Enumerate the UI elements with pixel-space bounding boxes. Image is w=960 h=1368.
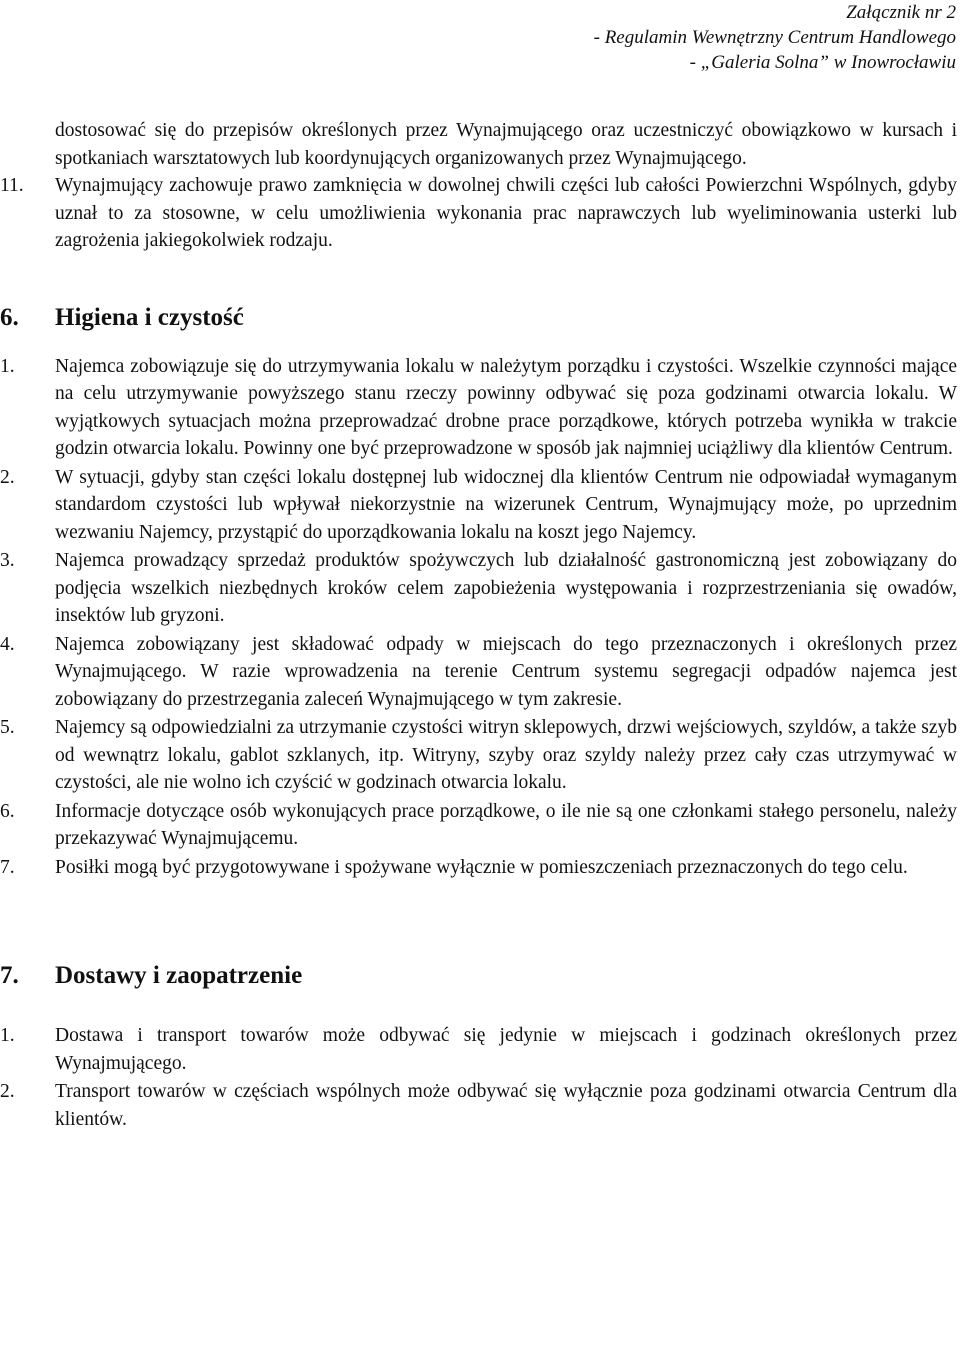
list-number: 2. <box>0 466 15 488</box>
section7-item-1 <box>0 1022 960 1077</box>
paragraph-text: W sytuacji, gdyby stan części lokalu dostępnej lub widocznej dla klientów Centrum nie odpowiadał wymaganym standardom czystości lub wpływał niekorzystnie na wizerunek Centrum, Wynajmujący może, po uprzednim wezwaniu Najemcy, przystąpić do uporządkowania lokalu na koszt jego Najemcy. <box>55 466 957 543</box>
paragraph-text: Dostawa i transport towarów może odbywać się jedynie w miejscach i godzinach określonych przez Wynajmującego. <box>55 1025 957 1074</box>
list-number: 7. <box>0 856 15 878</box>
paragraph-text: dostosować się do przepisów określonych przez Wynajmującego oraz uczestniczyć obowiązkowo w kursach i spotkaniach warsztatowych lub koordynujących organizowanych przez Wynajmującego. <box>55 120 957 169</box>
section6-item-3 <box>0 547 960 630</box>
paragraph-text: Najemca prowadzący sprzedaż produktów spożywczych lub działalność gastronomiczną jest zobowiązany do podjęcia wszelkich niezbędnych kroków celem zapobieżenia występowania i rozprzestrzeniania się owadów, insektów lub gryzoni. <box>55 550 957 626</box>
list-number: 1. <box>0 1025 15 1046</box>
paragraph-text: Najemca zobowiązuje się do utrzymywania lokalu w należytym porządku i czystości. Wszelkie czynności mające na celu utrzymywanie powyższego stanu rzeczy powinny odbywać się poza godzinami otwarcia lokalu. W wyjątkowych sytuacjach można przeprowadzać drobne prace porządkowe, których potrzeba wynikła w trakcie godzin otwarcia lokalu. Powinny one być przeprowadzone w sposób jak najmniej uciążliwy dla klientów Centrum. <box>55 355 957 459</box>
mall-name: - „Galeria Solna” w Inowrocławiu <box>689 52 956 73</box>
list-number: 6. <box>0 800 15 822</box>
paragraph-text: Najemca zobowiązany jest składować odpady w miejscach do tego przeznaczonych i określonych przez Wynajmującego. W razie wprowadzenia na terenie Centrum systemu segregacji odpadów najemca jest zobowiązany do przestrzegania zaleceń Wynajmującego w tym zakresie. <box>55 633 957 710</box>
paragraph-text: Transport towarów w częściach wspólnych może odbywać się wyłącznie poza godzinami otwarcia Centrum dla klientów. <box>55 1081 957 1130</box>
list-number: 1. <box>0 355 15 377</box>
list-item-11 <box>0 172 960 255</box>
section7-item-2 <box>0 1078 960 1133</box>
section-number: 6. <box>0 303 19 331</box>
section6-item-6 <box>0 798 960 853</box>
regulation-title: - Regulamin Wewnętrzny Centrum Handlowego <box>593 27 956 48</box>
section6-item-7 <box>0 854 960 882</box>
section-number: 7. <box>0 962 19 989</box>
paragraph-text: Najemcy są odpowiedzialni za utrzymanie czystości witryn sklepowych, drzwi wejściowych, szyldów, a także szyb od wewnątrz lokalu, gablot szklanych, itp. Witryny, szyby oraz szyldy należy przez cały czas utrzymywać w czystości, ale nie wolno ich czyścić w godzinach otwarcia lokalu. <box>55 717 957 793</box>
section-title: Higiena i czystość <box>55 303 244 331</box>
section6-item-4 <box>0 631 960 714</box>
list-number: 4. <box>0 633 15 655</box>
section-heading-7 <box>0 961 960 991</box>
document-body <box>0 115 960 1133</box>
section6-item-2 <box>0 464 960 547</box>
attachment-label: Załącznik nr 2 <box>846 2 956 23</box>
section-title: Dostawy i zaopatrzenie <box>55 962 303 989</box>
paragraph-text: Posiłki mogą być przygotowywane i spożywane wyłącznie w pomieszczeniach przeznaczonych do tego celu. <box>55 856 908 878</box>
paragraph-text: Informacje dotyczące osób wykonujących prace porządkowe, o ile nie są one członkami stałego personelu, należy przekazywać Wynajmującemu. <box>55 800 957 849</box>
list-number: 5. <box>0 717 15 738</box>
continuation-paragraph <box>0 117 960 172</box>
document-header <box>356 0 956 75</box>
list-number: 2. <box>0 1081 15 1102</box>
section6-item-5 <box>0 714 960 797</box>
list-number: 11. <box>0 175 24 196</box>
list-number: 3. <box>0 550 15 571</box>
section6-item-1 <box>0 353 960 463</box>
paragraph-text: Wynajmujący zachowuje prawo zamknięcia w dowolnej chwili części lub całości Powierzchni Wspólnych, gdyby uznał to za stosowne, w celu umożliwienia wykonania prac naprawczych lub wyeliminowania usterki lub zagrożenia jakiegokolwiek rodzaju. <box>55 175 957 251</box>
section-heading-6 <box>0 303 960 333</box>
